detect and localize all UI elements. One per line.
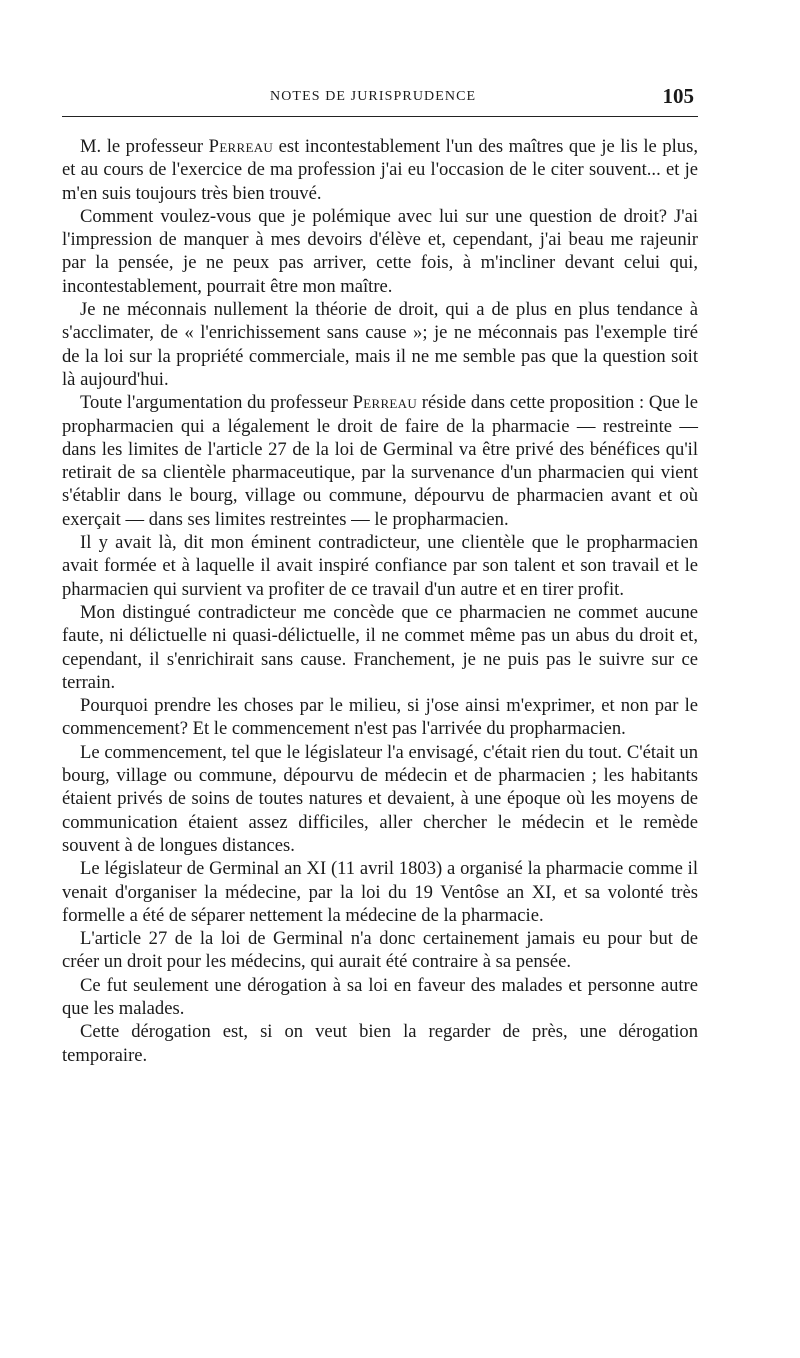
paragraph-8: Le commencement, tel que le législateur l'a envisagé, c'était rien du tout. C'était un bourg, village ou commune, dépourvu de médecin et de pharmacien ; les habitants étaient privés de soins de toutes natures et devaient, à une époque où les moyens de communication étaient assez difficiles, aller chercher le médecin et le remède souvent à de longues distances.	[62, 741, 698, 856]
paragraph-9: Le législateur de Germinal an XI (11 avril 1803) a organisé la pharmacie comme il venait d'organiser la médecine, par la loi du 19 Ventôse an XI, et sa volonté très formelle a été de séparer nettement la médecine de la pharmacie.	[62, 858, 698, 926]
author-name: Perreau	[208, 136, 274, 157]
running-head: NOTES DE JURISPRUDENCE	[270, 89, 477, 104]
paragraph-11: Ce fut seulement une dérogation à sa loi en faveur des malades et personne autre que les malades.	[62, 974, 698, 1019]
paragraph-7: Pourquoi prendre les choses par le milieu, si j'ose ainsi m'exprimer, et non par le commencement? Et le commencement n'est pas l'arrivée du propharmacien.	[62, 695, 698, 740]
paragraph-12: Cette dérogation est, si on veut bien la regarder de près, une dérogation temporaire.	[62, 1021, 698, 1066]
paragraph-6: Mon distingué contradicteur me concède que ce pharmacien ne commet aucune faute, ni délictuelle ni quasi-délictuelle, il ne commet même pas un abus du droit et, cependant, il s'enrichirait sans cause. Franchement, je ne puis pas le suivre sur ce terrain.	[62, 601, 698, 693]
page-number: 105	[662, 84, 694, 108]
paragraph-2: Comment voulez-vous que je polémique avec lui sur une question de droit? J'ai l'impression de manquer à mes devoirs d'élève et, cependant, j'ai beau me rajeunir par la pensée, je ne peux pas arriver, cette fois, à m'incliner devant celui qui, incontestablement, pourrait être mon maître.	[62, 205, 698, 297]
body-text	[62, 135, 698, 1067]
book-page	[62, 80, 698, 1067]
paragraph-1: M. le professeur Perreau est incontestablement l'un des maîtres que je lis le plus, et au cours de l'exercice de ma profession j'ai eu l'occasion de le citer souvent... et je m'en suis toujours très bien trouvé.	[62, 136, 698, 204]
paragraph-10: L'article 27 de la loi de Germinal n'a donc certainement jamais eu pour but de créer un droit pour les médecins, qui aurait été contraire à sa pensée.	[62, 928, 698, 973]
paragraph-5: Il y avait là, dit mon éminent contradicteur, une clientèle que le propharmacien avait formée et à laquelle il avait inspiré confiance par son talent et son travail et le pharmacien qui survient va profiter de ce travail d'un autre et en tirer profit.	[62, 532, 698, 600]
paragraph-4: Toute l'argumentation du professeur Perreau réside dans cette proposition : Que le propharmacien qui a légalement le droit de faire de la pharmacie — restreinte — dans les limites de l'article 27 de la loi de Germinal va être privé des bénéfices qu'il retirait de sa clientèle pharmaceutique, par la survenance d'un pharmacien qui vient s'établir dans le bourg, village ou commune, dépourvu de pharmacien avant et où exerçait — dans ses limites restreintes — le propharmacien.	[62, 392, 698, 530]
paragraph-3: Je ne méconnais nullement la théorie de droit, qui a de plus en plus tendance à s'acclimater, de « l'enrichissement sans cause »; je ne méconnais pas l'exemple tiré de la loi sur la propriété commerciale, mais il ne me semble pas que la question soit là aujourd'hui.	[62, 299, 698, 390]
author-name: Perreau	[352, 392, 418, 414]
page-header	[62, 80, 698, 117]
